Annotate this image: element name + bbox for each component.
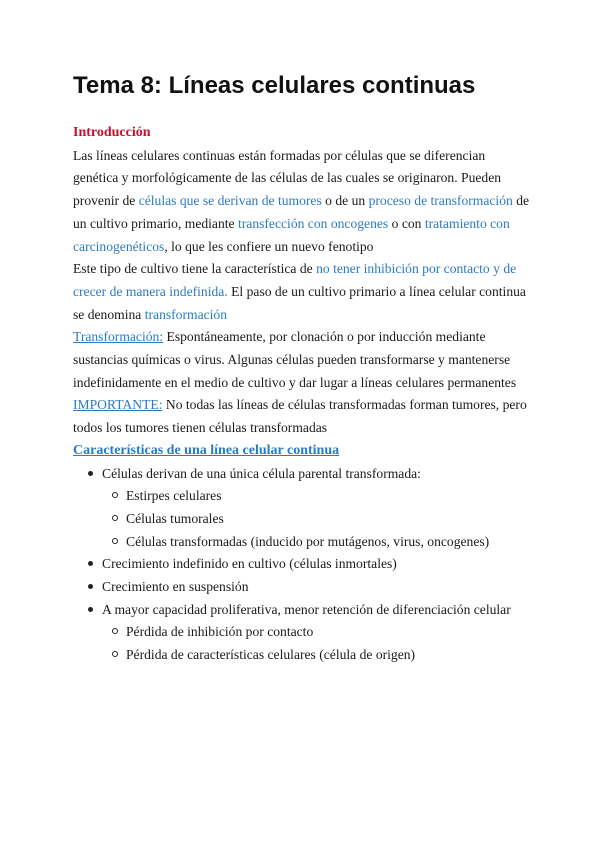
important-label: IMPORTANTE:	[73, 397, 163, 413]
text-run: Las líneas celulares continuas están formadas por células que se diferencian genética y morfológicamente de las células de las cuales se originaron. Pueden provenir de	[73, 147, 502, 209]
text-run: El paso de un cultivo primario a línea celular continua se denomina	[73, 283, 526, 322]
list-item: Crecimiento indefinido en cultivo (células inmortales)	[73, 553, 533, 576]
highlight-text: proceso de transformación	[368, 193, 513, 209]
sub-list-item: Células transformadas (inducido por mutágenos, virus, oncogenes)	[102, 531, 533, 554]
sub-list-item: Pérdida de inhibición por contacto	[102, 621, 533, 644]
highlight-text: tratamiento con carcinogenéticos	[73, 215, 510, 254]
sub-list-item: Pérdida de características celulares (célula de origen)	[102, 644, 533, 667]
transformation-paragraph	[73, 326, 533, 394]
list-item-text: A mayor capacidad proliferativa, menor retención de diferenciación celular	[102, 601, 511, 617]
intro-paragraph-1	[73, 145, 533, 259]
list-item: Crecimiento en suspensión	[73, 576, 533, 599]
text-run: No todas las líneas de células transformadas forman tumores, pero todos los tumores tienen células transformadas	[73, 397, 527, 436]
text-run: de un cultivo primario, mediante	[73, 193, 530, 231]
highlight-text: células que se derivan de tumores	[138, 193, 322, 209]
list-item-text: Células derivan de una única célula parental transformada:	[102, 465, 421, 481]
text-run: , lo que les confiere un nuevo fenotipo	[164, 238, 374, 254]
text-run: o de un	[321, 193, 369, 209]
intro-paragraph-2	[73, 258, 533, 326]
sub-list	[102, 621, 533, 666]
transformation-label: Transformación:	[73, 329, 164, 345]
highlight-text: transformación	[144, 306, 228, 322]
important-paragraph	[73, 394, 533, 439]
document-body	[73, 122, 533, 667]
text-run: o con	[388, 215, 425, 231]
list-item	[73, 599, 533, 667]
characteristics-heading: Características de una línea celular continua	[73, 442, 340, 458]
sub-list-item: Células tumorales	[102, 508, 533, 531]
intro-heading: Introducción	[73, 125, 151, 140]
page-title: Tema 8: Líneas celulares continuas	[73, 72, 476, 99]
sub-list-item: Estirpes celulares	[102, 485, 533, 508]
text-run: Este tipo de cultivo tiene la característica de	[73, 261, 317, 277]
highlight-text: no tener inhibición por contacto y de crecer de manera indefinida.	[73, 261, 517, 299]
text-run: Espontáneamente, por clonación o por inducción mediante sustancias químicas o virus. Algunas células pueden transformarse y mantenerse indefinidamente en el medio de cultivo y dar lugar a líneas celulares permanentes	[73, 329, 517, 390]
characteristics-list	[73, 463, 533, 667]
list-item	[73, 463, 533, 554]
highlight-text: transfección con oncogenes	[237, 215, 389, 231]
sub-list	[102, 485, 533, 553]
